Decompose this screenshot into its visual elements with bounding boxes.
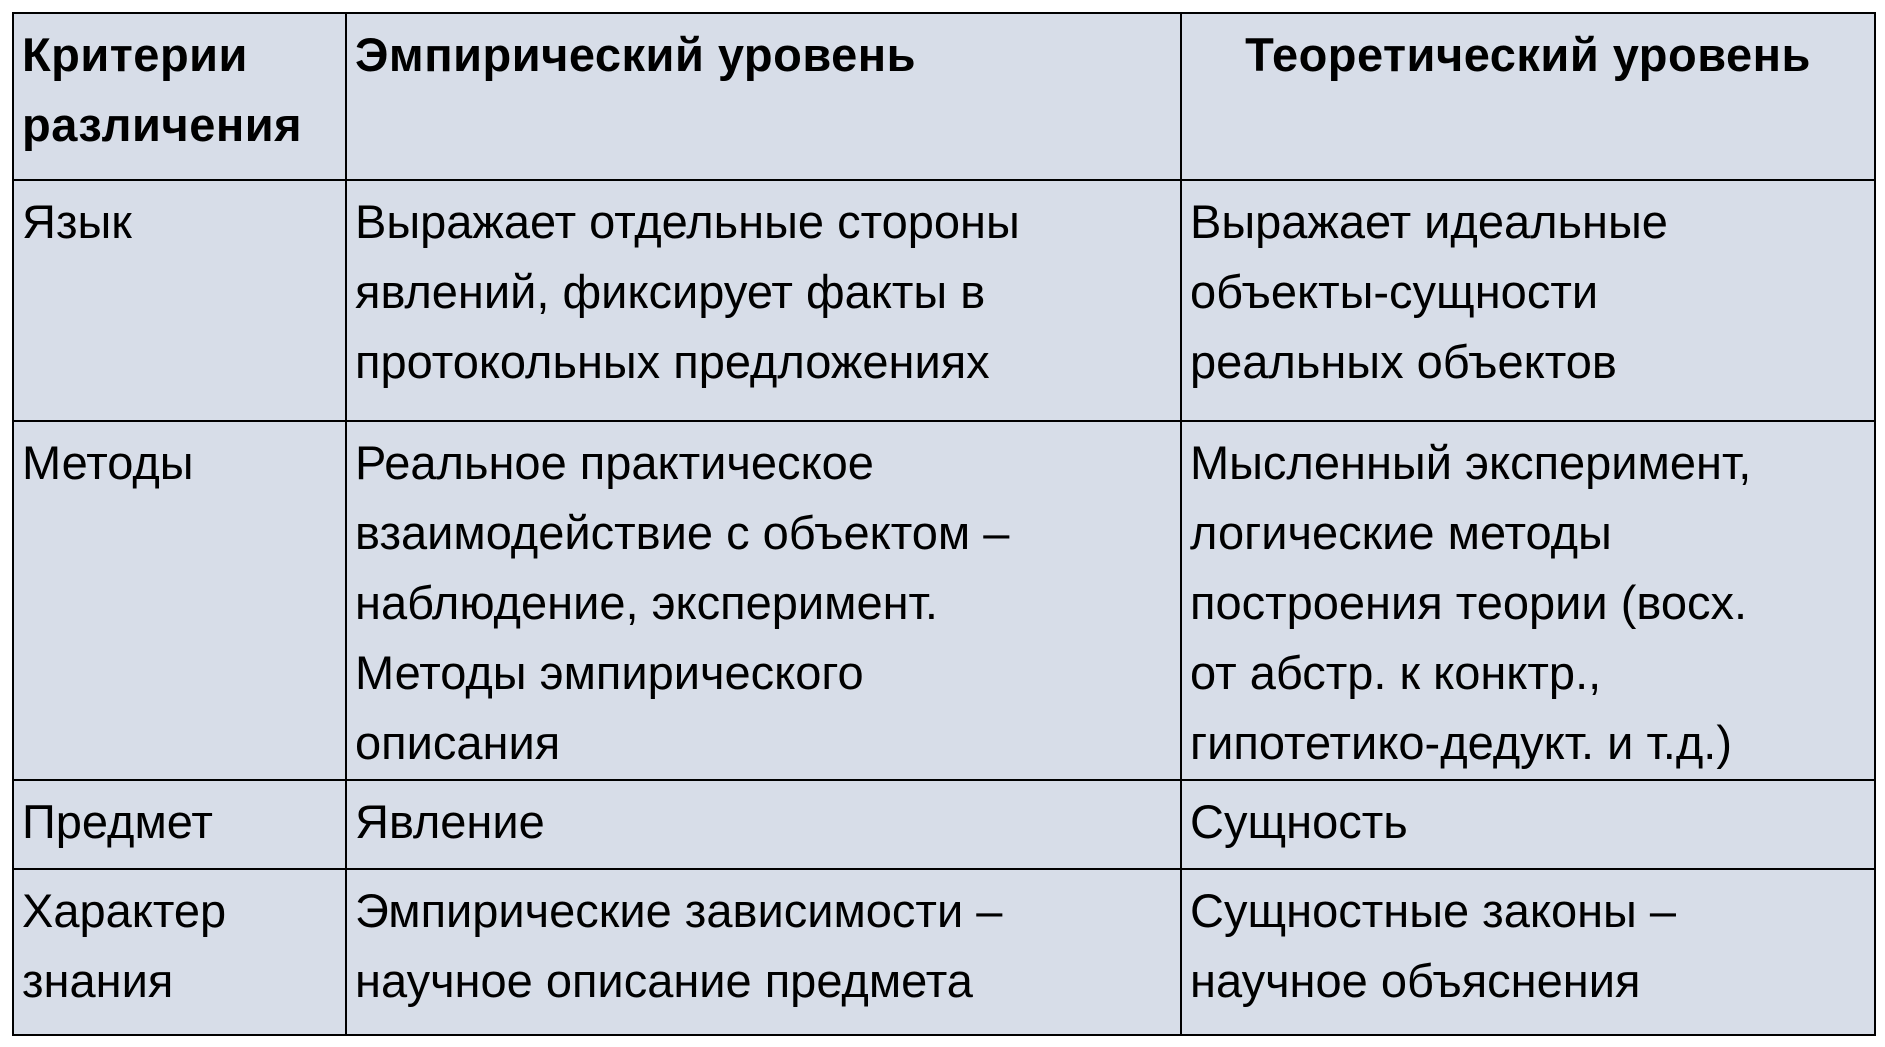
header-empirical-level: Эмпирический уровень xyxy=(346,13,1181,180)
row-label-knowledge-character: Характер знания xyxy=(13,869,346,1035)
cell-theoretical-language: Выражает идеальные объекты-сущности реальных объектов xyxy=(1181,180,1875,421)
comparison-table xyxy=(12,12,1876,1036)
table-row xyxy=(13,180,1875,421)
cell-theoretical-subject: Сущность xyxy=(1181,780,1875,869)
cell-empirical-methods: Реальное практическое взаимодействие с объектом – наблюдение, эксперимент. Методы эмпирического описания xyxy=(346,421,1181,780)
header-theoretical-level: Теоретический уровень xyxy=(1181,13,1875,180)
table-header-row xyxy=(13,13,1875,180)
table-row xyxy=(13,421,1875,780)
cell-empirical-knowledge: Эмпирические зависимости – научное описание предмета xyxy=(346,869,1181,1035)
cell-empirical-subject: Явление xyxy=(346,780,1181,869)
cell-theoretical-knowledge: Сущностные законы – научное объяснения xyxy=(1181,869,1875,1035)
header-criteria: Критерии различения xyxy=(13,13,346,180)
table-row xyxy=(13,780,1875,869)
row-label-methods: Методы xyxy=(13,421,346,780)
table-row xyxy=(13,869,1875,1035)
cell-empirical-language: Выражает отдельные стороны явлений, фиксирует факты в протокольных предложениях xyxy=(346,180,1181,421)
row-label-language: Язык xyxy=(13,180,346,421)
cell-theoretical-methods: Мысленный эксперимент, логические методы построения теории (восх. от абстр. к конктр., гипотетико-дедукт. и т.д.) xyxy=(1181,421,1875,780)
row-label-subject: Предмет xyxy=(13,780,346,869)
